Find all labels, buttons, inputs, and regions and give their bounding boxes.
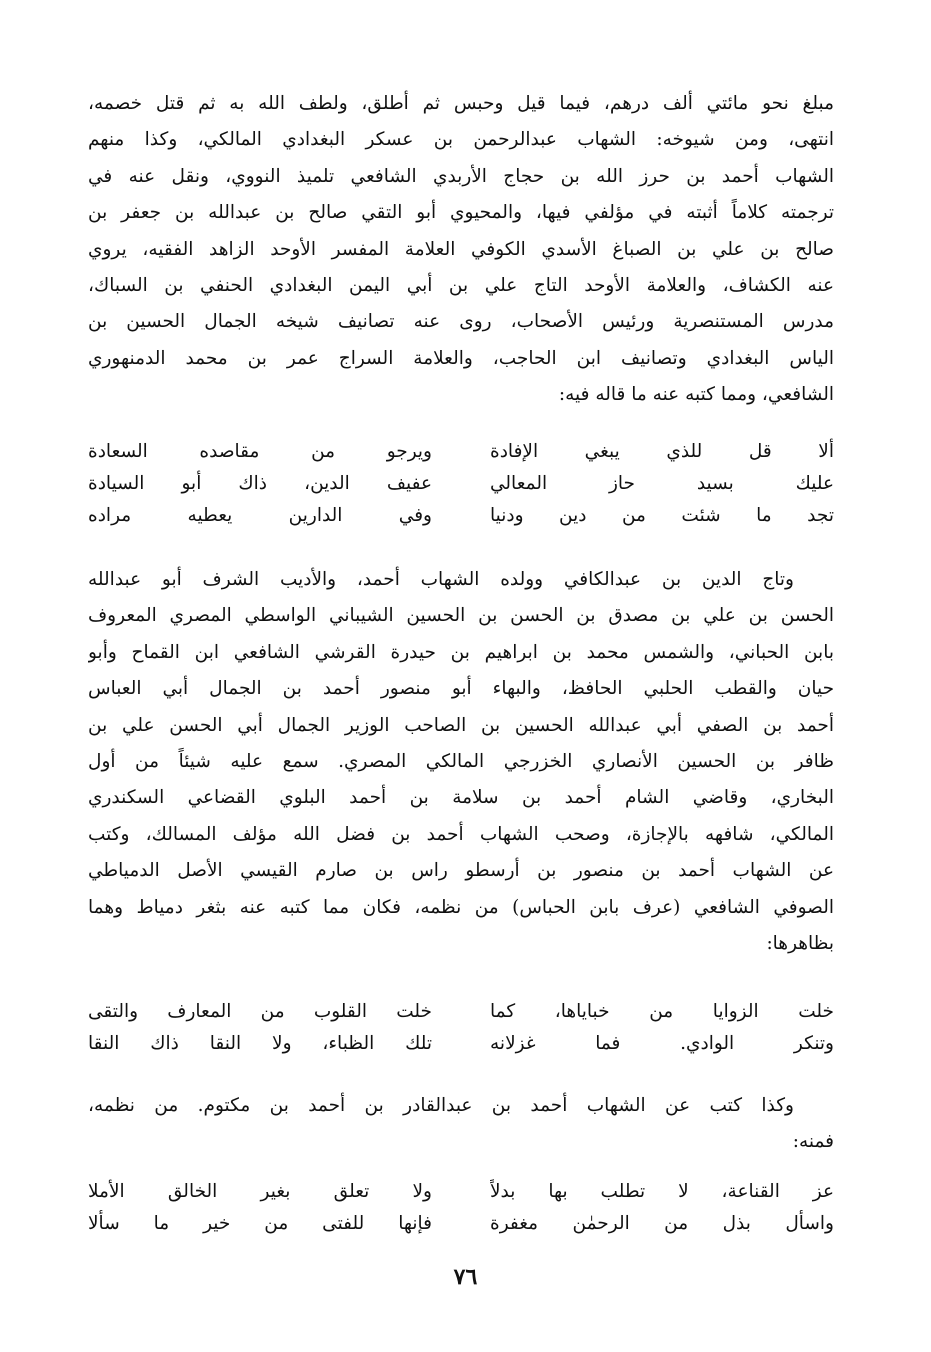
- poem-first-hemistich: تجد ما شئت من دين ودنيا: [490, 505, 834, 526]
- document-page: [88, 86, 834, 1316]
- text-line: الياس البغدادي وتصانيف ابن الحاجب، والعلامة السراج عمر بن محمد الدمنهوري: [88, 347, 834, 369]
- poem-second-hemistich: تلك الظباء، ولا النقا ذاك النقا: [88, 1033, 432, 1054]
- poem-first-hemistich: وتنكر الوادي. فما غزلانه: [490, 1033, 834, 1054]
- poem-3: [88, 1176, 834, 1240]
- text-line: بابن الحباني، والشمس محمد بن ابراهيم بن حيدرة القرشي الشافعي ابن القماح وأبو: [88, 641, 834, 663]
- poem-second-hemistich: خلت القلوب من المعارف والتقى: [88, 1001, 432, 1022]
- poem-verse: [88, 996, 834, 1028]
- page-number: ٧٦: [453, 1264, 478, 1290]
- text-line: الشهاب أحمد بن حرز الله بن حجاج الأربدي الشافعي تلميذ النووي، ونقل عنه في: [88, 165, 834, 187]
- poem-second-hemistich: وفي الدارين يعطيه مراده: [88, 505, 432, 526]
- poem-verse: [88, 436, 834, 468]
- text-line: صالح بن علي بن الصباغ الأسدي الكوفي العلامة المفسر الأوحد الزاهد الفقيه، يروي: [88, 238, 834, 260]
- text-line: بظاهرها:: [766, 932, 834, 954]
- poem-first-hemistich: عليك بسيد حاز المعالي: [490, 473, 834, 494]
- text-line: عنه الكشاف، والعلامة الأوحد التاج علي بن أبي اليمن البغدادي الحنفي بن السباك،: [88, 274, 834, 296]
- text-line: مدرس المستنصرية ورئيس الأصحاب، روى عنه تصانيف شيخه الجمال الحسين بن: [88, 311, 834, 333]
- poem-first-hemistich: واسأل بذل من الرحمٰن مغفرة: [490, 1213, 834, 1234]
- text-line: الحسن بن علي بن مصدق بن الحسن بن الحسين الشيباني الواسطي المصري المعروف: [88, 605, 834, 627]
- text-line: عن الشهاب أحمد بن منصور بن أرسطو راس بن صارم القيسي الأصل الدمياطي: [88, 860, 834, 882]
- text-line: مبلغ نحو مائتي ألف درهم، فيما قيل وحبس ثم أطلق، ولطف الله به ثم قتل خصمه،: [88, 93, 834, 114]
- poem-first-hemistich: ألا قل للذي يبغي الإفادة: [490, 441, 834, 462]
- text-line: البخاري، وقاضي الشام أحمد بن سلامة بن أحمد البلوي القضاعي السكندري: [88, 787, 834, 809]
- poem-verse: [88, 468, 834, 500]
- text-line: وتاج الدين بن عبدالكافي وولده الشهاب أحمد، والأديب الشرف أبو عبدالله: [88, 569, 794, 590]
- paragraph-3: [88, 1088, 834, 1161]
- poem-second-hemistich: عفيف الدين، ذاك أبو السيادة: [88, 473, 432, 494]
- poem-verse: [88, 1176, 834, 1208]
- poem-second-hemistich: ويرجو من مقاصده السعادة: [88, 441, 432, 462]
- text-line: ترجمته كلاماً أثبته في مؤلفي فيها، والمحيوي أبو التقي صالح بن عبدالله بن جعفر بن: [88, 202, 834, 224]
- poem-verse: [88, 1208, 834, 1240]
- poem-verse: [88, 500, 834, 532]
- text-line: انتهى، ومن شيوخه: الشهاب عبدالرحمن بن عسكر البغدادي المالكي، وكذا منهم: [88, 129, 834, 151]
- poem-second-hemistich: فإنها للفتى من خير ما سألا: [88, 1213, 432, 1234]
- paragraph-1: [88, 86, 834, 414]
- poem-verse: [88, 1028, 834, 1060]
- poem-first-hemistich: خلت الزوايا من خباياها، كما: [490, 1001, 834, 1022]
- text-line: فمنه:: [792, 1131, 834, 1153]
- text-line: أحمد بن الصفي أبي عبدالله الحسين بن الصاحب الوزير الجمال أبي الحسن علي بن: [88, 714, 834, 736]
- text-line: وكذا كتب عن الشهاب أحمد بن عبدالقادر بن أحمد بن مكتوم. من نظمه،: [88, 1095, 794, 1116]
- poem-1: [88, 436, 834, 532]
- poem-first-hemistich: عز القناعة، لا تطلب بها بدلاً: [490, 1181, 834, 1202]
- text-line: ظافر بن الحسين الأنصاري الخزرجي المالكي المصري. سمع عليه شيئاً من أول: [88, 750, 834, 772]
- paragraph-2: [88, 562, 834, 962]
- text-line: الشافعي، ومما كتبه عنه ما قاله فيه:: [558, 384, 834, 406]
- poem-2: [88, 996, 834, 1060]
- text-line: المالكي، شافهه بالإجازة، وصحب الشهاب أحمد بن فضل الله مؤلف المسالك، وكتب: [88, 823, 834, 845]
- text-line: حيان والقطب الحلبي الحافظ، والبهاء أبو منصور أحمد بن الجمال أبي العباس: [88, 678, 834, 700]
- text-line: الصوفي الشافعي (عرف بابن الحباس) من نظمه، فكان مما كتبه عنه بثغر دمياط وهما: [88, 896, 834, 918]
- poem-second-hemistich: ولا تعلق بغير الخالق الأملا: [88, 1181, 432, 1202]
